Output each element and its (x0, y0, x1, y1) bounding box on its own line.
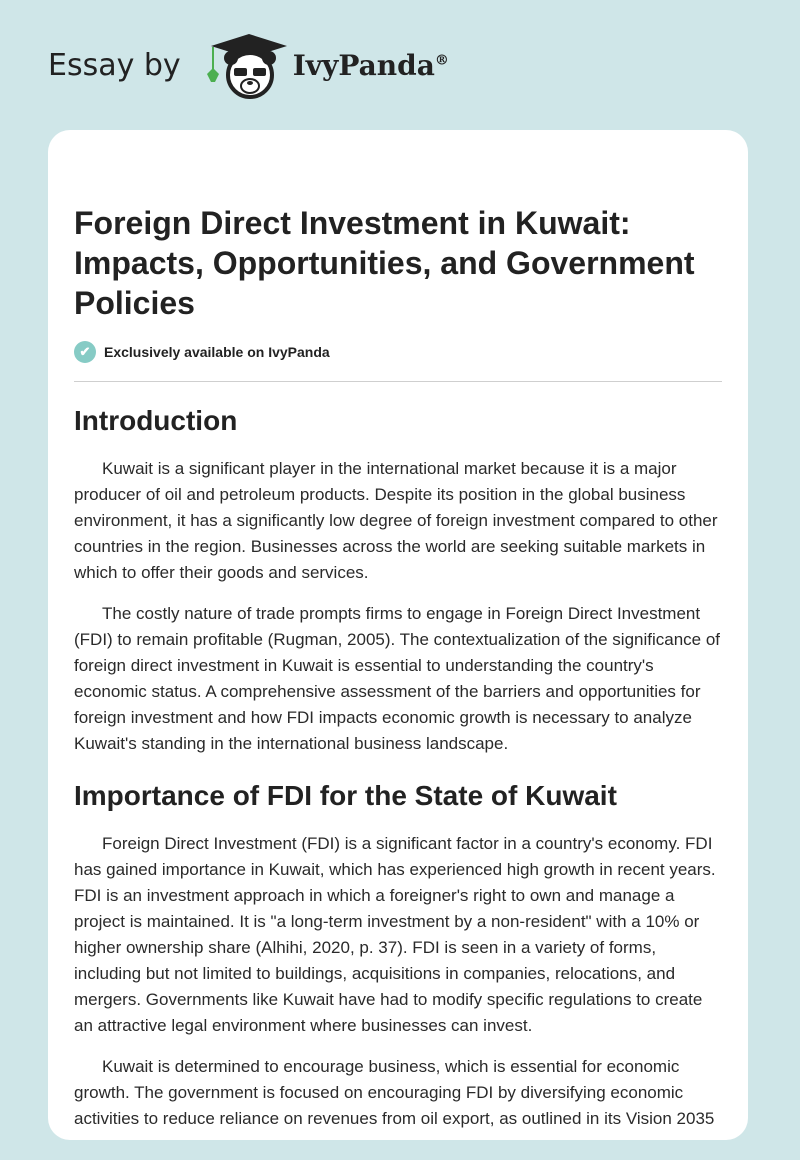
paragraph: Foreign Direct Investment (FDI) is a significant factor in a country's economy. FDI has gained importance in Kuwait, which has experienced high growth in recent years. FDI is an investment approach in which a foreigner's right to own and manage a project is maintained. It is "a long-term investment by a non-resident" with a 10% or higher ownership share (Alhihi, 2020, p. 37). FDI is seen in a variety of forms, including but not limited to buildings, acquisitions in companies, relocations, and mergers. Governments like Kuwait have had to modify specific regulations to create an attractive legal environment where businesses can invest. (74, 834, 716, 1035)
brand-name: IvyPanda® (292, 48, 449, 82)
essay-title: Foreign Direct Investment in Kuwait: Impacts, Opportunities, and Government Policies (74, 205, 695, 321)
badge-label: Exclusively available on IvyPanda (104, 344, 330, 360)
essay-card (48, 130, 748, 1140)
divider (74, 381, 722, 382)
check-icon: ✔ (74, 341, 96, 363)
brand-header (48, 30, 449, 100)
exclusive-badge (74, 341, 722, 363)
paragraph: The costly nature of trade prompts firms to engage in Foreign Direct Investment (FDI) to remain profitable (Rugman, 2005). The contextualization of the significance of foreign direct investment in Kuwait is essential to understanding the country's economic status. A comprehensive assessment of the barriers and opportunities for foreign investment and how FDI impacts economic growth is necessary to analyze Kuwait's standing in the international business landscape. (74, 604, 721, 753)
paragraph: Kuwait is determined to encourage business, which is essential for economic growth. The government is focused on encouraging FDI by diversifying economic activities to reduce reliance on revenues from oil export, as outlined in its Vision 2035 (74, 1057, 715, 1128)
panda-logo-icon (201, 30, 287, 100)
section-heading: Introduction (74, 405, 238, 436)
paragraph: Kuwait is a significant player in the international market because it is a major producer of oil and petroleum products. Despite its position in the global business environment, it has a significantly low degree of foreign investment compared to other countries in the region. Businesses across the world are seeking suitable markets in which to offer their goods and services. (74, 459, 718, 582)
section-heading: Importance of FDI for the State of Kuwait (74, 780, 617, 811)
essay-by-label: Essay by (48, 47, 181, 83)
